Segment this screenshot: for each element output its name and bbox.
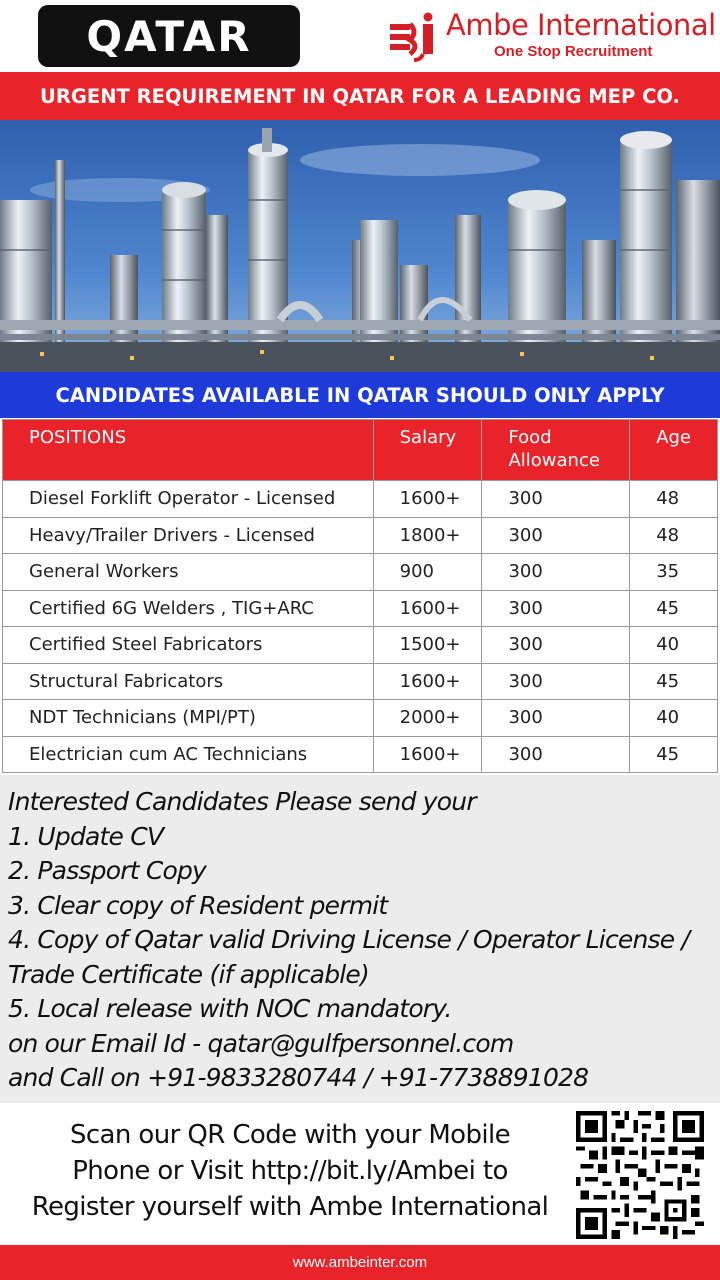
apply-item-passport: 2. Passport Copy — [8, 856, 207, 885]
apply-item-cv: 1. Update CV — [8, 821, 164, 851]
qr-link-line[interactable]: Phone or Visit http://bit.ly/Ambei to — [72, 1156, 508, 1186]
age-cell: 48 — [630, 517, 718, 554]
apply-item-license: 4. Copy of Qatar valid Driving License / Operator License / — [8, 925, 690, 954]
qr-instructions — [20, 1117, 560, 1225]
refinery-hero-image — [0, 120, 720, 372]
age-cell: 35 — [630, 554, 718, 591]
position-cell: NDT Technicians (MPI/PT) — [3, 700, 374, 737]
age-cell: 40 — [630, 627, 718, 664]
header-positions: POSITIONS — [3, 420, 374, 481]
candidates-notice-banner: CANDIDATES AVAILABLE IN QATAR SHOULD ONLY APPLY — [0, 372, 720, 418]
apply-item-resident-permit: 3. Clear copy of Resident permit — [8, 890, 388, 920]
age-cell: 45 — [630, 736, 718, 773]
food-cell: 300 — [482, 700, 630, 737]
salary-cell: 1500+ — [373, 627, 482, 664]
brand-logo[interactable] — [388, 6, 718, 66]
salary-cell: 900 — [373, 554, 482, 591]
header — [0, 0, 720, 72]
brand-tagline: One Stop Recruitment — [494, 43, 653, 60]
position-cell: Electrician cum AC Technicians — [3, 736, 374, 773]
qr-line: Register yourself with Ambe International — [31, 1192, 549, 1222]
urgent-requirement-banner: URGENT REQUIREMENT IN QATAR FOR A LEADING MEP CO. — [0, 72, 720, 120]
qr-line: Scan our QR Code with your Mobile — [69, 1120, 511, 1150]
age-cell: 45 — [630, 590, 718, 627]
salary-cell: 1800+ — [373, 517, 482, 554]
table-row — [3, 700, 718, 737]
table-row — [3, 517, 718, 554]
apply-intro: Interested Candidates Please send your — [8, 787, 476, 816]
salary-cell: 2000+ — [373, 700, 482, 737]
application-instructions — [0, 775, 720, 1103]
apply-phone[interactable]: and Call on +91-9833280744 / +91-7738891028 — [8, 1063, 589, 1092]
table-row — [3, 481, 718, 518]
food-cell: 300 — [482, 663, 630, 700]
position-cell: Diesel Forklift Operator - Licensed — [3, 481, 374, 518]
table-row — [3, 627, 718, 664]
qr-section — [0, 1103, 720, 1245]
salary-cell: 1600+ — [373, 663, 482, 700]
food-cell: 300 — [482, 554, 630, 591]
apply-email[interactable]: on our Email Id - qatar@gulfpersonnel.com — [8, 1028, 514, 1058]
food-cell: 300 — [482, 736, 630, 773]
food-cell: 300 — [482, 481, 630, 518]
table-row — [3, 736, 718, 773]
age-cell: 45 — [630, 663, 718, 700]
apply-item-noc: 5. Local release with NOC mandatory. — [8, 994, 452, 1023]
age-cell: 40 — [630, 700, 718, 737]
header-age: Age — [630, 420, 718, 481]
header-food-allowance: Food Allowance — [482, 420, 630, 481]
table-row — [3, 554, 718, 591]
country-badge: QATAR — [38, 5, 300, 67]
salary-cell: 1600+ — [373, 481, 482, 518]
table-row — [3, 590, 718, 627]
brand-name: Ambe International — [446, 8, 716, 42]
table-row — [3, 663, 718, 700]
header-salary: Salary — [373, 420, 482, 481]
food-cell: 300 — [482, 517, 630, 554]
footer-website[interactable]: www.ambeinter.com — [0, 1245, 720, 1280]
salary-cell: 1600+ — [373, 590, 482, 627]
salary-cell: 1600+ — [373, 736, 482, 773]
age-cell: 48 — [630, 481, 718, 518]
food-cell: 300 — [482, 590, 630, 627]
position-cell: General Workers — [3, 554, 374, 591]
position-cell: Heavy/Trailer Drivers - Licensed — [3, 517, 374, 554]
ambe-logo-icon — [388, 10, 440, 62]
positions-table — [2, 419, 718, 773]
apply-item-license-cont: Trade Certificate (if applicable) — [8, 959, 369, 989]
table-header-row — [3, 420, 718, 481]
qr-code-icon[interactable] — [576, 1111, 704, 1239]
food-cell: 300 — [482, 627, 630, 664]
position-cell: Certified 6G Welders , TIG+ARC — [3, 590, 374, 627]
position-cell: Certified Steel Fabricators — [3, 627, 374, 664]
position-cell: Structural Fabricators — [3, 663, 374, 700]
